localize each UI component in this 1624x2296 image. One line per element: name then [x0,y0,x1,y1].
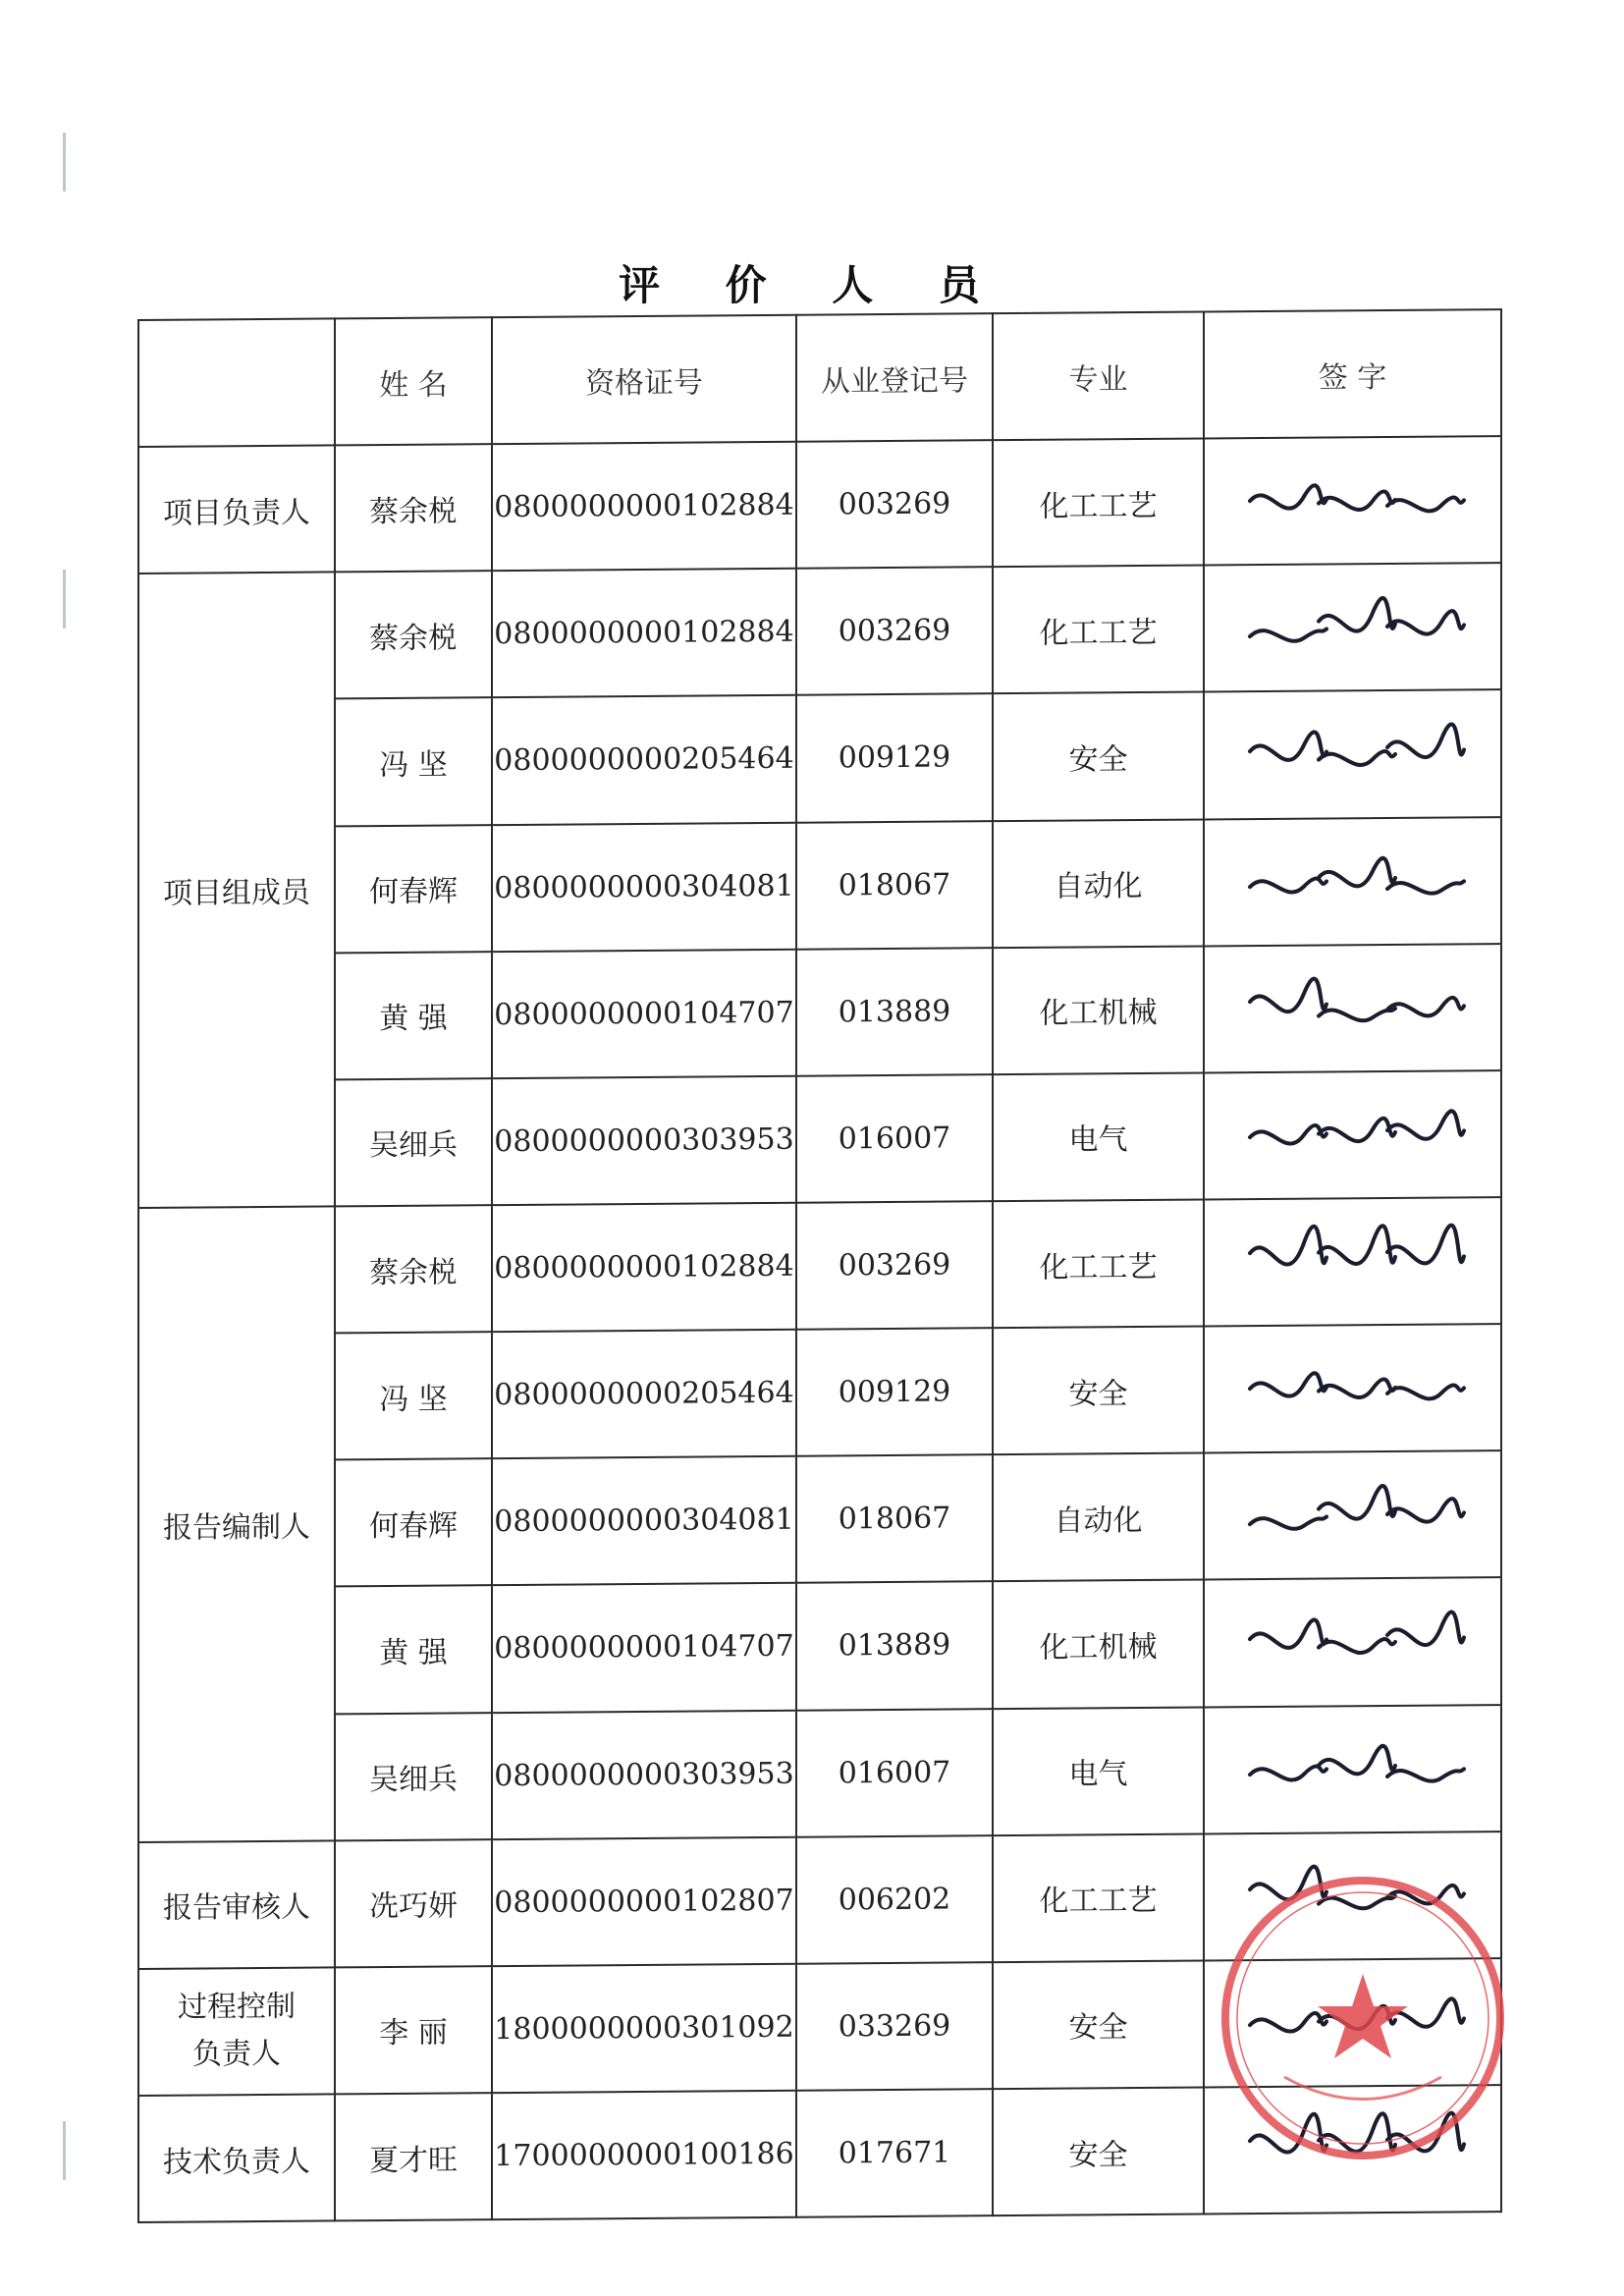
scan-edge-mark [63,2121,66,2180]
personnel-table-container [137,308,1500,2180]
signature-cell [1204,1070,1501,1200]
person-name: 夏才旺 [335,2093,492,2220]
person-name: 黄 强 [335,952,492,1079]
qualification-cert-no: 1800000000301092 [492,1964,796,2094]
qualification-cert-no: 0800000000102807 [492,1836,796,1966]
specialty: 电气 [993,1072,1204,1201]
role-cell: 报告审核人 [138,1840,335,1969]
person-name: 冯 坚 [335,698,492,826]
practice-reg-no: 013889 [796,1582,993,1711]
specialty: 化工工艺 [993,1833,1204,1962]
qualification-cert-no: 0800000000102884 [492,442,796,572]
handwritten-signature [1230,1085,1476,1185]
practice-reg-no: 003269 [796,440,993,569]
qualification-cert-no: 0800000000104707 [492,949,796,1078]
header-row [138,309,1501,447]
table-row [138,1070,1501,1208]
handwritten-signature [1230,577,1476,678]
qualification-cert-no: 0800000000102884 [492,1203,796,1333]
specialty: 化工机械 [993,946,1204,1074]
person-name: 蔡余棁 [335,444,492,572]
scan-edge-mark [63,133,66,191]
role-cell: 报告编制人 [138,1206,335,1841]
handwritten-signature [1230,1592,1476,1692]
role-label-line: 过程控制 [178,1990,296,2026]
role-cell: 技术负责人 [138,2094,335,2222]
person-name: 黄 强 [335,1586,492,1714]
handwritten-signature [1230,831,1476,931]
qualification-cert-no: 0800000000205464 [492,1330,796,1459]
practice-reg-no: 009129 [796,1328,993,1456]
specialty: 化工工艺 [993,1199,1204,1328]
qualification-cert-no: 0800000000205464 [492,695,796,825]
person-name: 李 丽 [335,1966,492,2094]
qualification-cert-no: 0800000000303953 [492,1076,796,1206]
column-header: 签 字 [1204,309,1501,439]
person-name: 蔡余棁 [335,1205,492,1333]
signature-cell [1204,1450,1501,1580]
signature-cell [1204,817,1501,947]
column-header: 姓 名 [335,317,492,445]
person-name: 何春辉 [335,1458,492,1586]
practice-reg-no: 013889 [796,948,993,1076]
specialty: 化工工艺 [993,566,1204,694]
person-name: 吴细兵 [335,1078,492,1206]
table-row [138,690,1501,828]
table-row [138,1450,1501,1588]
specialty: 安全 [993,2087,1204,2215]
table-row [138,563,1501,700]
role-cell [138,1967,335,2096]
handwritten-signature [1230,1465,1476,1565]
specialty: 化工机械 [993,1580,1204,1709]
table-row [138,817,1501,955]
table-row [138,1197,1501,1335]
column-header [138,318,335,447]
handwritten-signature [1230,958,1476,1059]
qualification-cert-no: 0800000000102884 [492,569,796,698]
qualification-cert-no: 0800000000303953 [492,1710,796,1839]
qualification-cert-no: 0800000000104707 [492,1583,796,1713]
signature-cell [1204,563,1501,692]
practice-reg-no: 033269 [796,1962,993,2091]
table-row [138,1577,1501,1715]
handwritten-signature [1230,1719,1476,1819]
table-row [138,436,1501,574]
person-name: 何春辉 [335,825,492,953]
person-name: 冼巧妍 [335,1839,492,1967]
column-header: 专业 [993,311,1204,440]
page-title: 评 价 人 员 [619,261,1005,309]
specialty: 自动化 [993,819,1204,948]
signature-cell [1204,1324,1501,1453]
specialty: 化工工艺 [993,439,1204,568]
qualification-cert-no: 0800000000304081 [492,1456,796,1586]
person-name: 蔡余棁 [335,571,492,698]
specialty: 安全 [993,692,1204,821]
specialty: 自动化 [993,1453,1204,1582]
column-header: 从业登记号 [796,313,993,442]
specialty: 安全 [993,1327,1204,1455]
role-cell: 项目组成员 [138,573,335,1208]
signature-cell [1204,690,1501,820]
practice-reg-no: 017671 [796,2089,993,2217]
practice-reg-no: 006202 [796,1835,993,1964]
column-header: 资格证号 [492,315,796,445]
specialty: 电气 [993,1707,1204,1835]
practice-reg-no: 003269 [796,567,993,695]
signature-cell [1204,944,1501,1073]
person-name: 冯 坚 [335,1332,492,1459]
table-row [138,944,1501,1081]
role-cell: 项目负责人 [138,446,335,574]
handwritten-signature [1230,451,1476,551]
practice-reg-no: 003269 [796,1201,993,1330]
practice-reg-no: 018067 [796,821,993,950]
specialty: 安全 [993,1960,1204,2089]
scan-edge-mark [63,570,66,629]
practice-reg-no: 018067 [796,1454,993,1583]
handwritten-signature [1230,704,1476,804]
handwritten-signature [1230,1339,1476,1439]
company-seal [1216,1871,1510,2165]
table-row [138,1324,1501,1461]
practice-reg-no: 016007 [796,1709,993,1837]
practice-reg-no: 016007 [796,1074,993,1203]
qualification-cert-no: 1700000000100186 [492,2091,796,2220]
signature-cell [1204,1197,1501,1327]
signature-cell [1204,436,1501,566]
role-label-line: 负责人 [192,2037,281,2072]
signature-cell [1204,1577,1501,1707]
practice-reg-no: 009129 [796,694,993,823]
table-row [138,1705,1501,1842]
signature-cell [1204,1705,1501,1834]
person-name: 吴细兵 [335,1713,492,1840]
qualification-cert-no: 0800000000304081 [492,822,796,952]
handwritten-signature [1230,1212,1476,1312]
